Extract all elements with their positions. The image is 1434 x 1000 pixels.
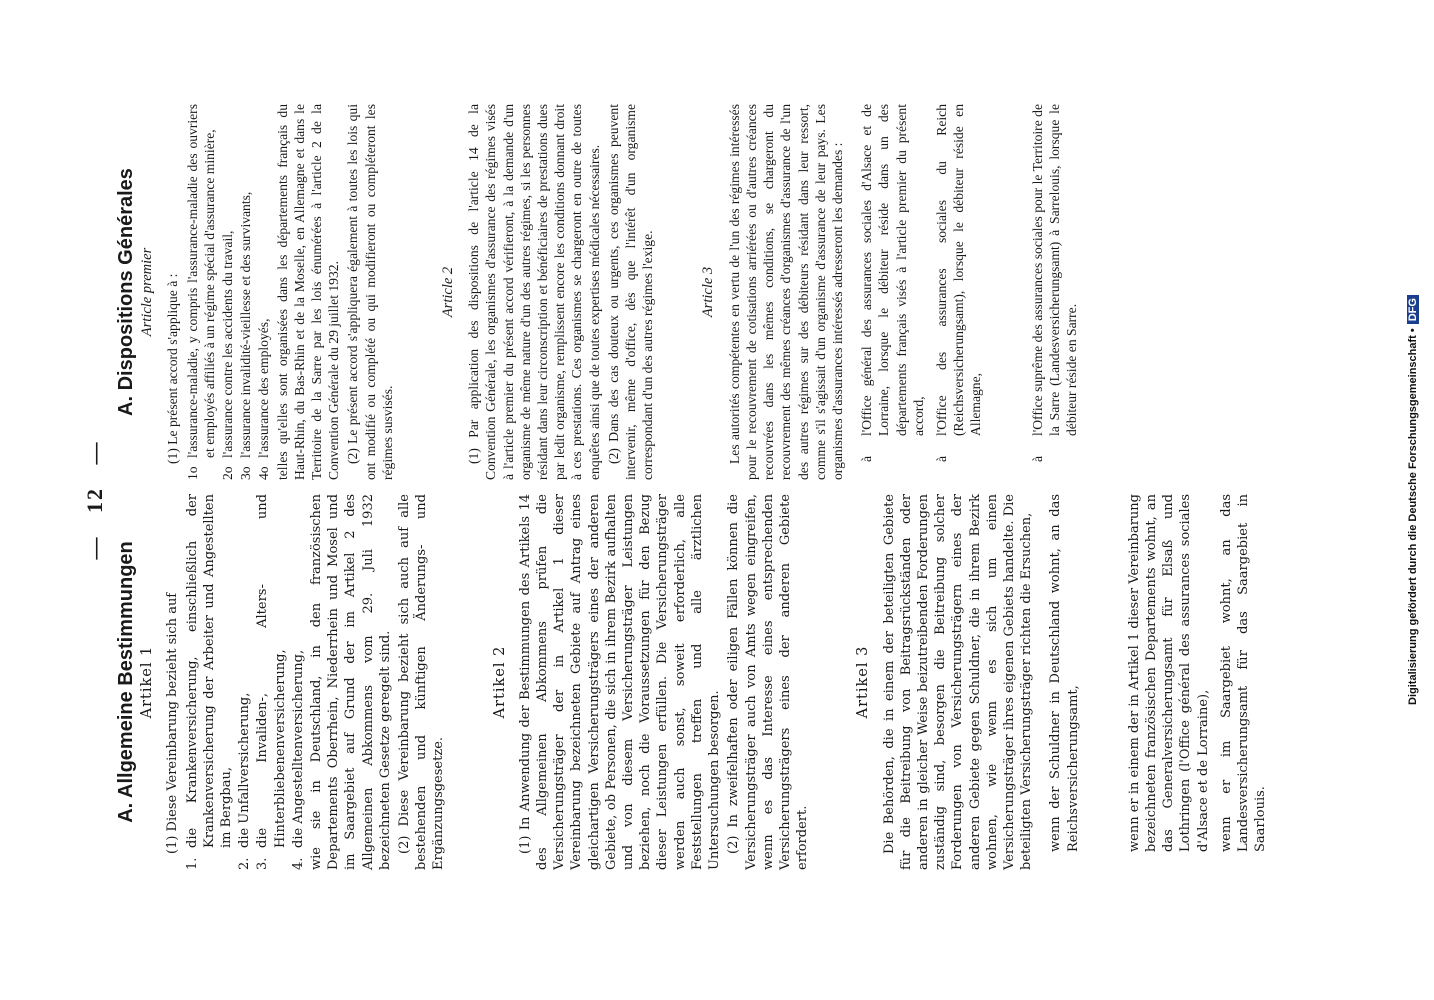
german-art2-para: (1) In Anwendung der Bestimmungen des Artikels 14 des Allgemeinen Abkommens prüfen die Versicherungsträger der in Artikel 1 dieser Vereinbarung bezeichneten Gebiete auf Antrag eines gleichartigen Versicherungsträgers eines der anderen Gebiete, ob Personen, die sich in ihrem Bezirk aufhalten und von diesem Versicherungsträger Leistungen beziehen, noch die Voraussetzungen für den Bezug dieser Leistungen erfüllen. Die Versicherungsträger werden auch sonst, soweit erforderlich, alle Feststellungen treffen und alle ärztlichen Untersuchungen besorgen. xyxy=(517,494,723,870)
french-art1-para: telles qu'elles sont organisées dans les départements français du Haut-Rhin, du Bas-Rhin et de la Moselle, en Allemagne et dans le Territoire de la Sarre par les lois énumérées à l'article 2 de la Convention Générale du 29 juillet 1932. xyxy=(274,104,342,480)
list-item-marker: à xyxy=(1029,455,1045,462)
list-item-text: die Krankenversicherung, einschließlich der Krankenversicherung der Arbeiter und Angestellten im Bergbau, xyxy=(184,494,235,848)
digitization-credit xyxy=(1407,8,1419,992)
list-item-text: wenn er in einem der in Artikel 1 dieser Vereinbarung bezeichneten französischen Departements wohnt, an das Generalversicherungsamt für Elsaß und Lothringen (l'Office général des assurances sociales d'Alsace et de Lorraine), xyxy=(1126,494,1211,852)
french-heading: A. Dispositions Générales xyxy=(115,168,137,416)
list-item-number: 3o xyxy=(238,466,254,480)
list-item-number: 2. xyxy=(237,857,253,870)
list-item xyxy=(236,494,253,870)
list-item xyxy=(255,104,272,480)
german-article-1-title: Artikel 1 xyxy=(139,645,156,719)
german-art1-para: (2) Diese Vereinbarung bezieht sich auch auf alle bestehenden und künftigen Änderungs- und Ergänzungsgesetze. xyxy=(397,494,447,870)
german-art1-para: (1) Diese Vereinbarung bezieht sich auf xyxy=(165,592,181,854)
french-article-1-title: Article premier xyxy=(139,247,156,337)
list-item xyxy=(1126,494,1212,852)
list-item xyxy=(1029,104,1081,462)
german-art3-para: Die Behörden, die in einem der beteiligten Gebiete für die Beitreibung von Beitragsrückständen oder anderen in gleicher Weise beizutreibenden Forderungen zuständig sind, besorgen die Beitreibung solcher Forderungen von Versicherungsträgern eines der anderen Gebiete gegen Schuldner, die in ihrem Bezirk wohnen, wie wenn es sich um einen Versicherungsträger ihres eigenen Gebiets handelte. Die beteiligten Versicherungsträger richten die Ersuchen, xyxy=(881,494,1035,870)
list-item-text: die Angestelltenversicherung, xyxy=(290,649,306,848)
page-number: 12 xyxy=(82,487,107,513)
french-article-3-title: Article 3 xyxy=(700,266,717,318)
german-article-2-title: Artikel 2 xyxy=(491,645,508,719)
credit-text: Digitalisierung gefördert durch die Deutsche Forschungsgemeinschaft • xyxy=(1407,328,1419,705)
dfg-logo: DFG xyxy=(1407,295,1419,324)
french-art1-para: (1) Le présent accord s'applique à : xyxy=(165,273,181,464)
list-item-text: l'assurance contre les accidents du travail, xyxy=(220,230,236,458)
page-number-dash: — xyxy=(82,535,107,560)
french-column xyxy=(115,104,1086,480)
list-item-text: l'Office suprême des assurances sociales pour le Territoire de la Sarre (Landesversicherungsamt) à Sarrelouis, lorsque le débiteur réside en Sarre. xyxy=(1029,104,1079,436)
list-item xyxy=(858,104,927,462)
german-art1-para: wie sie in Deutschland, in den französischen Departements Oberrhein, Niederrhein und Mosel und im Saargebiet auf Grund der im Artikel 2 des Allgemeinen Abkommens vom 29. Juli 1932 bezeichneten Gesetze geregelt sind. xyxy=(309,494,393,870)
list-item xyxy=(184,104,218,480)
french-article-2-title: Article 2 xyxy=(440,266,457,318)
list-item-text: l'assurance des employés, xyxy=(256,318,272,458)
page-number-dash: — xyxy=(82,440,107,465)
list-item xyxy=(290,494,307,870)
list-item-text: die Invaliden-, Alters- und Hinterbliebenenversicherung, xyxy=(255,494,288,848)
german-column xyxy=(115,494,1275,870)
list-item-text: l'assurance-maladie, y compris l'assurance-maladie des ouvriers et employés affiliés à un régime spécial d'assurance minière, xyxy=(184,104,217,458)
list-item-number: 1. xyxy=(184,857,200,870)
french-art3-para: Les autorités compétentes en vertu de l'un des régimes intéressés pour le recouvrement de cotisations arriérées ou d'autres créances recouvrées dans les mêmes conditions, se chargeront du recouvrement des mêmes créances d'organismes d'assurance de l'un des autres régimes sur des débiteurs résidant dans leur ressort, comme s'il s'agissait d'un organisme d'assurance de leur pays. Les organismes d'assurances intéressés adresseront les demandes : xyxy=(726,104,845,480)
list-item xyxy=(1218,494,1270,852)
list-item xyxy=(237,104,254,480)
list-item xyxy=(219,104,236,480)
list-item xyxy=(254,494,288,870)
list-item-number: 1o xyxy=(184,466,200,480)
french-art1-para: (2) Le présent accord s'appliquera également à toutes les lois qui ont modifié ou complété ou qui modifieront ou compléteront les régimes susvisés. xyxy=(345,104,395,480)
list-item-marker: à xyxy=(933,455,949,462)
list-item xyxy=(1047,494,1081,852)
list-item xyxy=(184,494,236,870)
french-art2-para: (2) Dans des cas douteux ou urgents, ces organismes peuvent intervenir, même d'office, dès que l'intérêt d'un organisme correspondant d'un des autres régimes l'exige. xyxy=(605,104,656,480)
list-item-text: wenn der Schuldner in Deutschland wohnt, an das Reichsversicherungsamt, xyxy=(1048,494,1081,852)
french-art2-para: (1) Par application des dispositions de l'article 14 de la Convention Générale, les organismes d'assurance des régimes visés à l'article premier du présent accord vérifieront, à la demande d'un organisme de même nature d'un des autres régimes, si les personnes résidant dans leur circonscription et bénéficiaires de prestations dues par ledit organisme, remplissent encore les conditions donnant droit à ces prestations. Ces organismes se chargeront en outre de toutes enquêtes ainsi que de toutes expertises médicales nécessaires. xyxy=(466,104,602,480)
list-item-text: l'Office des assurances sociales du Reich (Reichsversicherungsamt), lorsque le débiteur réside en Allemagne, xyxy=(933,104,984,436)
page-number-line xyxy=(82,0,108,1000)
list-item-number: 2o xyxy=(220,466,236,480)
list-item-text: l'Office général des assurances sociales d'Alsace et de Lorraine, lorsque le débiteur réside dans un des départements français visés à l'article premier du présent accord, xyxy=(859,104,926,436)
german-art2-para: (2) In zweifelhaften oder eiligen Fällen können die Versicherungsträger auch von Amts wegen eingreifen, wenn es das Interesse eines entsprechenden Versicherungsträgers eines der anderen Gebiete erfordert. xyxy=(726,494,811,870)
list-item-text: l'assurance invalidité-vieillesse et des survivants, xyxy=(238,191,254,458)
list-item-text: die Unfallversicherung, xyxy=(237,692,253,848)
list-item-number: 4o xyxy=(256,466,272,480)
german-article-3-title: Artikel 3 xyxy=(855,645,872,719)
list-item-number: 3. xyxy=(255,857,271,870)
list-item-marker: à xyxy=(859,455,875,462)
german-heading: A. Allgemeine Bestimmungen xyxy=(115,541,137,823)
list-item-text: wenn er im Saargebiet wohnt, an das Landesversicherungsamt für das Saargebiet in Saarlouis. xyxy=(1218,494,1269,852)
list-item-number: 4. xyxy=(290,857,306,870)
list-item xyxy=(933,104,985,462)
